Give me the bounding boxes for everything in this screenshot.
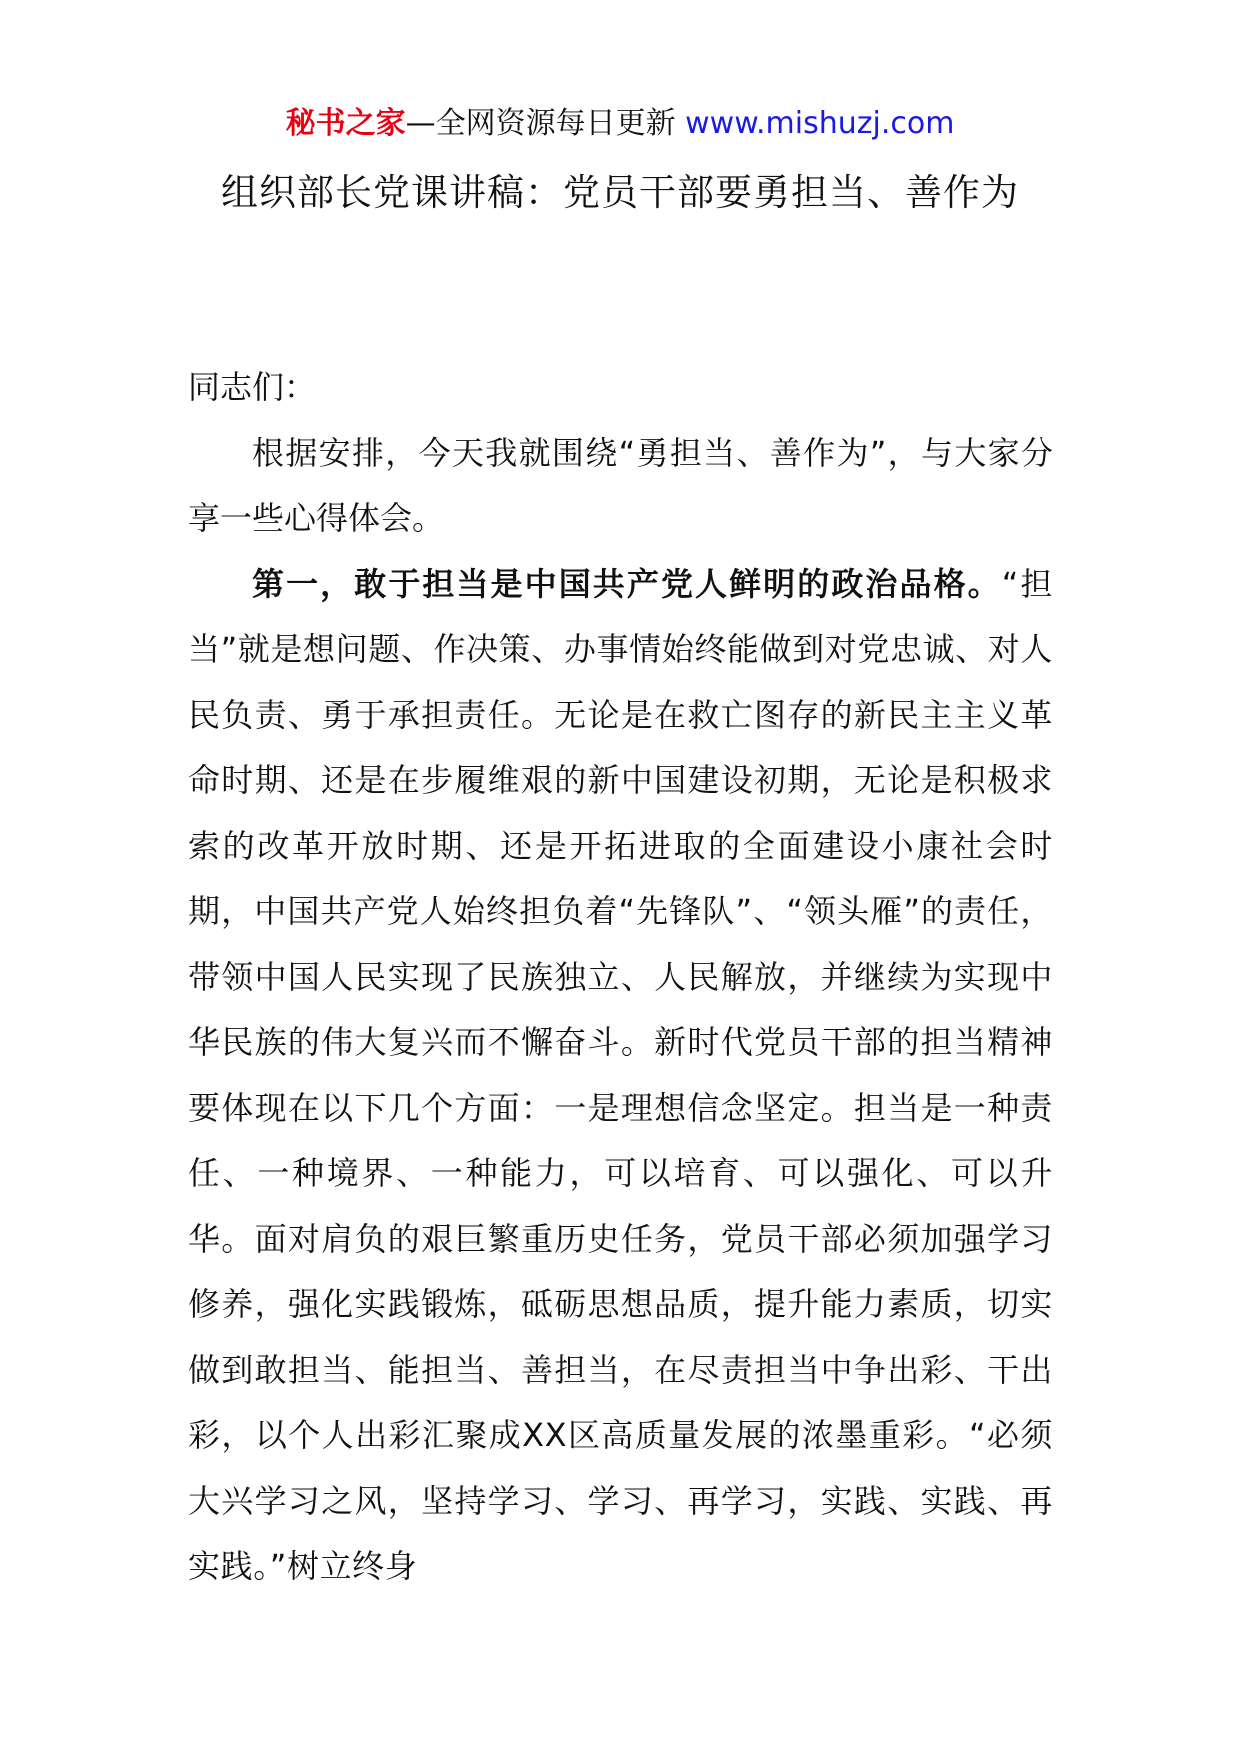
site-url[interactable]: www.mishuzj.com [685, 106, 955, 141]
header-slogan: —全网资源每日更新 [405, 106, 686, 141]
site-header [0, 100, 1240, 148]
paragraph-intro [188, 421, 1053, 552]
paragraph-lead: 第一，敢于担当是中国共产党人鲜明的政治品格。 [252, 564, 1002, 603]
brand-name: 秘书之家 [285, 106, 406, 141]
document-title: 组织部长党课讲稿：党员干部要勇担当、善作为 [221, 171, 1019, 214]
document-body [188, 355, 1053, 1600]
paragraph-first-point-text: “担当”就是想问题、作决策、办事情始终能做到对党忠诚、对人民负责、勇于承担责任。无论是在救亡图存的新民主主义革命时期、还是在步履维艰的新中国建设初期，无论是积极求索的改革开放时期、还是开拓进取的全面建设小康社会时期，中国共产党人始终担负着“先锋队”、“领头雁”的责任，带领中国人民实现了民族独立、人民解放，并继续为实现中华民族的伟大复兴而不懈奋斗。新时代党员干部的担当精神要体现在以下几个方面：一是理想信念坚定。担当是一种责任、一种境界、一种能力，可以培育、可以强化、可以升华。面对肩负的艰巨繁重历史任务，党员干部必须加强学习修养，强化实践锻炼，砥砺思想品质，提升能力素质，切实做到敢担当、能担当、善担当，在尽责担当中争出彩、干出彩，以个人出彩汇聚成XX区高质量发展的浓墨重彩。“必须大兴学习之风，坚持学习、学习、再学习，实践、实践、再实践。”树立终身 [188, 564, 1054, 1585]
paragraph-first-point [188, 552, 1053, 1600]
salutation: 同志们： [188, 368, 317, 406]
paragraph-intro-text: 根据安排，今天我就围绕“勇担当、善作为”，与大家分享一些心得体会。 [188, 433, 1053, 537]
